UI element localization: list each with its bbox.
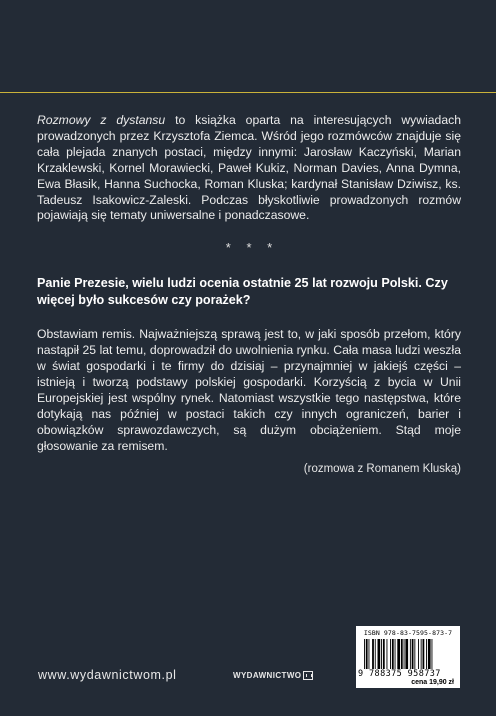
gold-divider-line <box>0 92 496 93</box>
publisher-website: www.wydawnictwom.pl <box>38 668 177 682</box>
publisher-name <box>233 671 313 680</box>
publisher-label: WYDAWNICTWO <box>233 671 302 680</box>
interview-answer: Obstawiam remis. Najważniejszą sprawą jest to, w jaki sposób przełom, który nastąpił 25 lat temu, doprowadził do uwolnienia rynku. Cała masa ludzi weszła w świat gospodarki i te firmy do dzisiaj – przynajmniej w jakiejś części – istnieją i tworzą podstawy polskiej gospodarki. Korzyścią z bycia w Unii Europejskiej jest wspólny rynek. Natomiast wszystkie tego następstwa, które dotykają nas później w postaci takich czy innych ograniczeń, barier i obowiązków sprawozdawczych, są dużym obciążeniem. Stąd moje głosowanie za remisem. <box>37 327 461 453</box>
price-label: cena 19,90 zł <box>411 679 454 686</box>
book-title: Rozmowy z dystansu <box>37 113 166 127</box>
section-separator: * * * <box>225 240 273 256</box>
interview-question: Panie Prezesie, wielu ludzi ocenia ostatnie 25 lat rozwoju Polski. Czy więcej było sukcesów czy porażek? <box>37 276 448 308</box>
barcode-label <box>356 626 460 688</box>
back-cover-text <box>37 113 461 475</box>
barcode-icon <box>364 639 452 669</box>
intro-text: to książka oparta na interesujących wywiadach prowadzonych przez Krzysztofa Ziemca. Wśród jego rozmówców znajduje się cała plejada znanych postaci, między innymi: Jarosław Kaczyński, Marian Krzaklewski, Kornel Morawiecki, Paweł Kukiz, Norman Davies, Anna Dymna, Ewa Błasik, Hanna Suchocka, Roman Kluska; kardynał Stanisław Dziwisz, ks. Tadeusz Isakowicz-Zaleski. Podczas błyskotliwie prowadzonych rozmów pojawiają się tematy uniwersalne i ponadczasowe. <box>37 113 461 223</box>
quote-source: (rozmowa z Romanem Kluską) <box>303 462 461 475</box>
intro-paragraph <box>37 113 461 224</box>
isbn-number: ISBN 978-83-7595-873-7 <box>363 629 453 637</box>
ean-number: 9 788375 958737 <box>358 669 441 679</box>
publisher-logo-icon <box>303 671 313 680</box>
